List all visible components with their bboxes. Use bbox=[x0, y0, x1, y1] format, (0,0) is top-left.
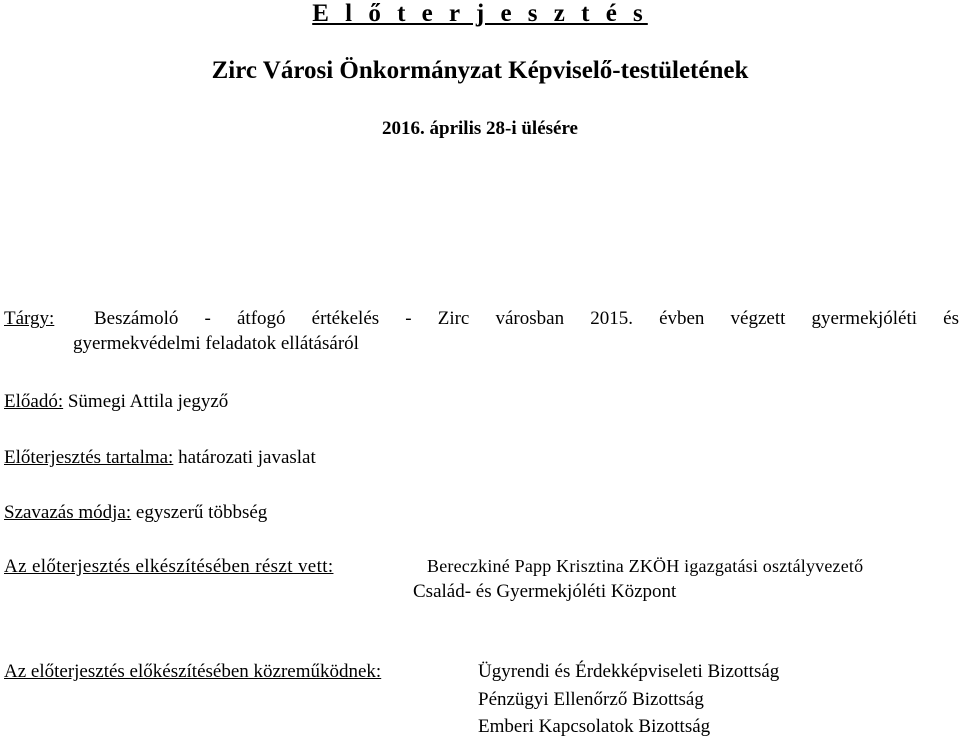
subject-label: Tárgy: bbox=[4, 308, 55, 329]
subject-text-line2: gyermekvédelmi feladatok ellátásáról bbox=[73, 333, 359, 354]
voting-label: Szavazás módja: bbox=[4, 502, 132, 523]
document-type-heading: E l ő t e r j e s z t é s bbox=[312, 0, 648, 27]
voting-value: egyszerű többség bbox=[131, 502, 268, 523]
subject-row bbox=[4, 309, 959, 328]
preparation-label: Az előterjesztés elkészítésében részt vett: bbox=[4, 556, 334, 577]
committee-item: Pénzügyi Ellenőrző Bizottság bbox=[478, 689, 704, 710]
committee-item: Emberi Kapcsolatok Bizottság bbox=[478, 716, 711, 737]
preparation-row bbox=[4, 556, 864, 577]
cooperation-label: Az előterjesztés előkészítésében közreműködnek: bbox=[4, 661, 382, 682]
body-title: Zirc Városi Önkormányzat Képviselő-testületének bbox=[211, 57, 749, 84]
subject-text-line1: Beszámoló - átfogó értékelés - Zirc városban 2015. évben végzett gyermekjóléti és bbox=[94, 308, 959, 329]
content-label: Előterjesztés tartalma: bbox=[4, 447, 174, 468]
cooperation-row bbox=[4, 661, 780, 682]
presenter-value: Sümegi Attila jegyző bbox=[63, 391, 229, 412]
meeting-date: 2016. április 28-i ülésére bbox=[382, 118, 578, 139]
committee-item: Ügyrendi és Érdekképviseleti Bizottság bbox=[478, 661, 780, 682]
preparation-value-line1: Bereczkiné Papp Krisztina ZKÖH igazgatási osztályvezető bbox=[427, 556, 864, 576]
content-row bbox=[4, 448, 316, 467]
content-value: határozati javaslat bbox=[173, 447, 316, 468]
presenter-label: Előadó: bbox=[4, 391, 64, 412]
presenter-row bbox=[4, 392, 228, 411]
voting-row bbox=[4, 503, 267, 522]
preparation-value-line2: Család- és Gyermekjóléti Központ bbox=[413, 581, 677, 602]
